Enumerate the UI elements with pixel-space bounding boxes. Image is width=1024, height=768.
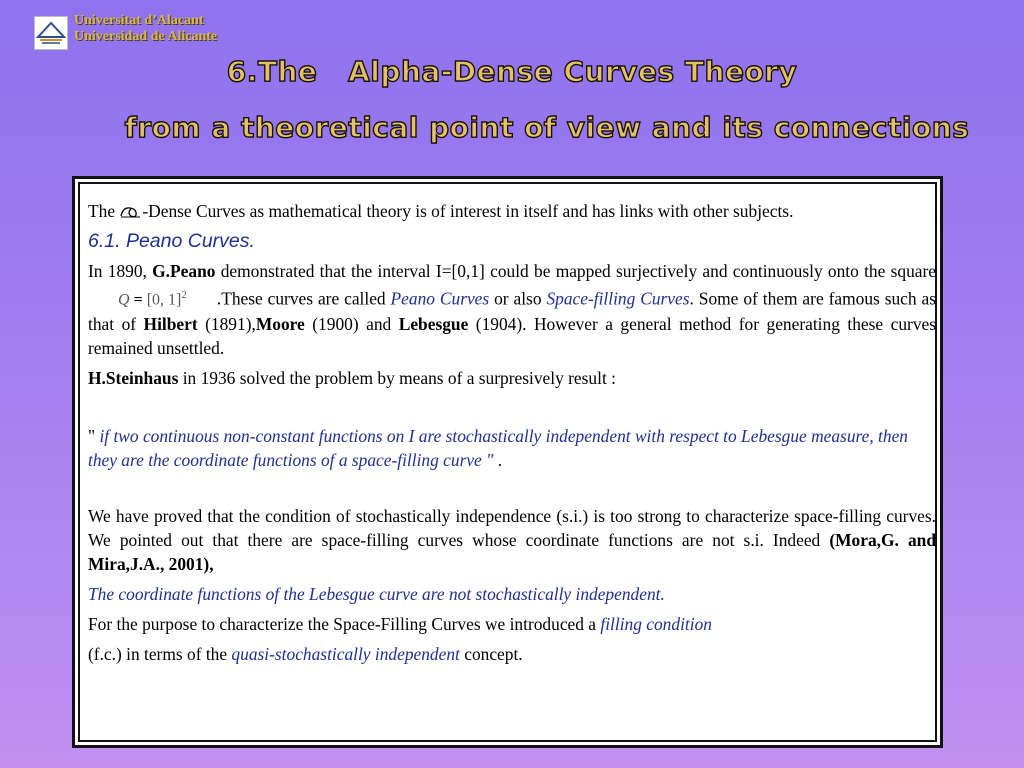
lebesgue-statement: The coordinate functions of the Lebesgue curve are not stochastically independent. bbox=[88, 584, 665, 605]
university-name-line1: Universitat d’Alacant bbox=[74, 13, 204, 28]
university-name-line2: Universidad de Alicante bbox=[74, 29, 218, 44]
university-logo bbox=[34, 16, 68, 50]
spacer bbox=[88, 396, 936, 424]
peano-paragraph: In 1890, G.Peano demonstrated that the interval I=[0,1] could be mapped surjectively and continuously onto the square Q = [0, 1]$^2$ .These curves are called Peano Curves or also Space-filling Curves. Some of them are famous such as that of Hilbert (1891),Moore (1900) and Lebesgue (1904). However a general method for generating these curves remained unsettled. bbox=[88, 261, 936, 359]
square-formula: Q = [0, 1]$^2$ bbox=[118, 289, 187, 309]
spacer bbox=[88, 478, 936, 504]
quasi-si-paragraph: (f.c.) in terms of the quasi-stochastically independent concept. bbox=[88, 644, 523, 665]
filling-condition-paragraph: For the purpose to characterize the Space-Filling Curves we introduced a filling condition bbox=[88, 614, 712, 635]
steinhaus-paragraph: H.Steinhaus in 1936 solved the problem by means of a surpresively result : bbox=[88, 368, 616, 389]
slide-content bbox=[88, 199, 936, 672]
alpha-symbol-icon bbox=[119, 204, 142, 220]
section-heading: 6.1. Peano Curves. bbox=[88, 230, 255, 252]
proof-paragraph: We have proved that the condition of stochastically independence (s.i.) is too strong to characterize space-filling curves. We pointed out that there are space-filling curves whose coordinate functions are not s.i. Indeed (Mora,G. and Mira,J.A., 2001), bbox=[88, 506, 936, 575]
university-name bbox=[74, 13, 217, 45]
slide-title-line1: 6.The Alpha-Dense Curves Theory bbox=[226, 55, 798, 88]
intro-paragraph: The -Dense Curves as mathematical theory is of interest in itself and has links with other subjects. bbox=[88, 201, 794, 221]
steinhaus-quote: " if two continuous non-constant functions on I are stochastically independent with respect to Lebesgue measure, then they are the coordinate functions of a space-filling curve " . bbox=[88, 426, 908, 471]
slide-title-line2: from a theoretical point of view and its connections bbox=[124, 111, 970, 144]
